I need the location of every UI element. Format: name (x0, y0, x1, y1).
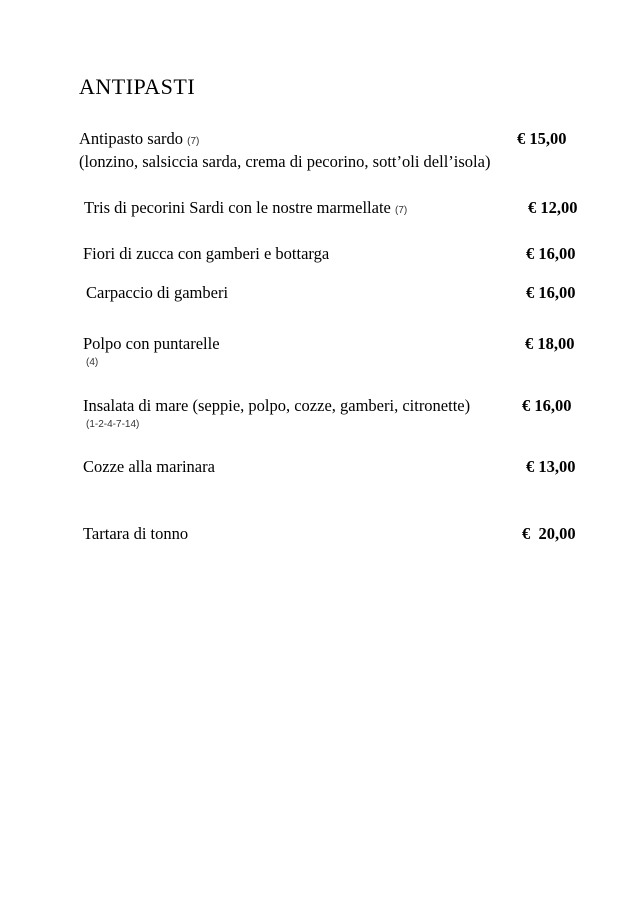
item-description: (lonzino, salsiccia sarda, crema di pecorino, sott’oli dell’isola) (79, 152, 491, 171)
item-name: Carpaccio di gamberi (86, 283, 229, 302)
allergen-code: (7) (395, 205, 408, 216)
item-name-line (79, 129, 199, 149)
item-price: € 13,00 (526, 457, 576, 476)
item-price: € 20,00 (522, 524, 576, 543)
item-price: € 16,00 (526, 283, 576, 302)
item-name: Fiori di zucca con gamberi e bottarga (83, 244, 330, 263)
item-price: € 12,00 (528, 198, 578, 217)
item-name: Polpo con puntarelle (83, 334, 220, 353)
item-price: € 15,00 (517, 129, 567, 148)
item-name: Antipasto sardo (79, 129, 184, 148)
item-price: € 16,00 (526, 244, 576, 263)
section-title: ANTIPASTI (79, 74, 196, 99)
item-name: Tris di pecorini Sardi con le nostre marmellate (84, 198, 391, 217)
item-name-line (84, 198, 407, 218)
item-name: Tartara di tonno (83, 524, 189, 543)
allergen-code: (7) (187, 136, 200, 147)
allergen-code: (1-2-4-7-14) (86, 419, 140, 430)
allergen-code: (4) (86, 357, 99, 368)
item-price: € 18,00 (525, 334, 575, 353)
item-price: € 16,00 (522, 396, 572, 415)
item-name: Insalata di mare (seppie, polpo, cozze, gamberi, citronette) (83, 396, 471, 415)
item-name: Cozze alla marinara (83, 457, 215, 476)
